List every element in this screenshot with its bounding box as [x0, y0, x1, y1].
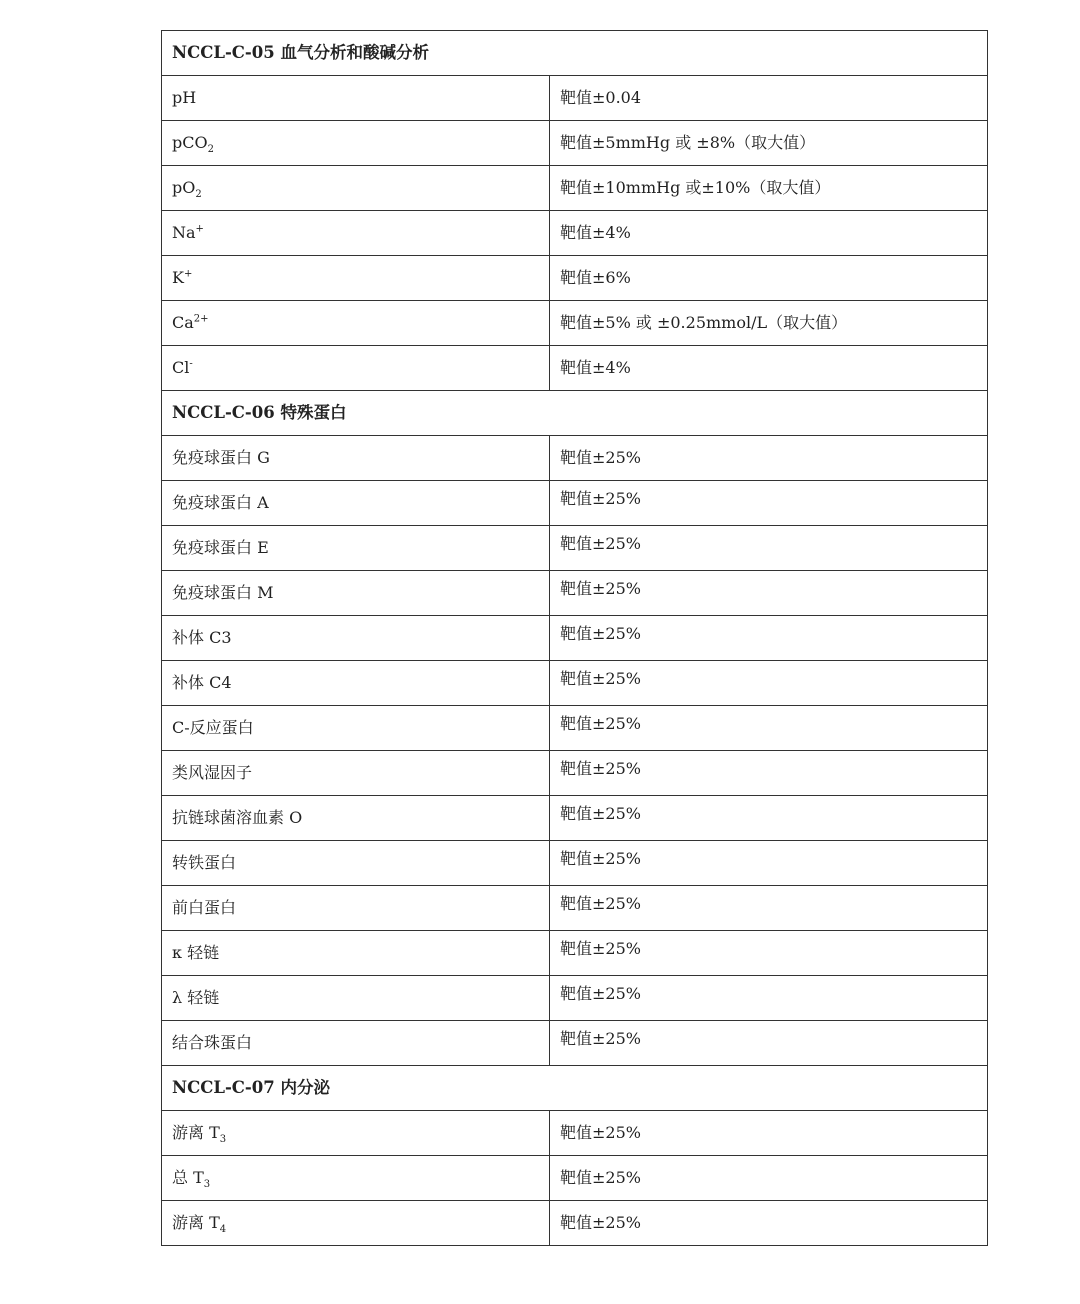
item-name: 类风湿因子	[162, 751, 550, 796]
table-row	[162, 751, 988, 796]
table-row	[162, 661, 988, 706]
section-title: NCCL-C-05 血气分析和酸碱分析	[162, 31, 988, 76]
item-criteria: 靶值±25%	[550, 526, 988, 571]
item-name: 抗链球菌溶血素 O	[162, 796, 550, 841]
item-name: 免疫球蛋白 A	[162, 481, 550, 526]
item-criteria: 靶值±25%	[550, 1111, 988, 1156]
item-name: $Ca^{2+}$	[162, 301, 550, 346]
table-row	[162, 886, 988, 931]
item-name: 免疫球蛋白 M	[162, 571, 550, 616]
table-row	[162, 256, 988, 301]
item-name: κ 轻链	[162, 931, 550, 976]
superscript: -	[189, 359, 193, 371]
table-row	[162, 796, 988, 841]
table-row	[162, 1201, 988, 1246]
item-name: 游离 $T_3$	[162, 1111, 550, 1156]
table-row	[162, 1111, 988, 1156]
section-title: NCCL-C-07 内分泌	[162, 1066, 988, 1111]
table-row	[162, 976, 988, 1021]
subscript: 2	[195, 189, 202, 201]
item-name: pCO$_2$	[162, 121, 550, 166]
table-row	[162, 436, 988, 481]
table-row	[162, 166, 988, 211]
superscript: +	[183, 269, 193, 281]
table-row	[162, 1156, 988, 1201]
item-name: 免疫球蛋白 E	[162, 526, 550, 571]
item-name: λ 轻链	[162, 976, 550, 1021]
item-name: K+	[162, 256, 550, 301]
item-criteria: 靶值±25%	[550, 886, 988, 931]
table-row	[162, 526, 988, 571]
section-header-row	[162, 391, 988, 436]
item-criteria: 靶值±25%	[550, 661, 988, 706]
subscript: 2	[207, 144, 214, 156]
table-row	[162, 706, 988, 751]
item-name: 补体 C3	[162, 616, 550, 661]
item-name: pH	[162, 76, 550, 121]
item-name: C-反应蛋白	[162, 706, 550, 751]
item-criteria: 靶值±25%	[550, 571, 988, 616]
table-row	[162, 616, 988, 661]
item-criteria: 靶值±5mmHg 或 ±8%（取大值）	[550, 121, 988, 166]
subscript: 3	[203, 1179, 211, 1191]
table-row	[162, 211, 988, 256]
item-criteria: 靶值±25%	[550, 706, 988, 751]
item-name: Cl-	[162, 346, 550, 391]
item-name: 游离 $T_4$	[162, 1201, 550, 1246]
item-criteria: 靶值±25%	[550, 436, 988, 481]
item-criteria: 靶值±25%	[550, 616, 988, 661]
table-row	[162, 931, 988, 976]
item-criteria: 靶值±25%	[550, 931, 988, 976]
item-criteria: 靶值±25%	[550, 751, 988, 796]
item-name: $pO_2$	[162, 166, 550, 211]
table-row	[162, 571, 988, 616]
table-row	[162, 346, 988, 391]
item-criteria: 靶值±4%	[550, 346, 988, 391]
subscript: 4	[219, 1224, 227, 1236]
item-criteria: 靶值±6%	[550, 256, 988, 301]
table-row	[162, 841, 988, 886]
item-criteria: 靶值±25%	[550, 1156, 988, 1201]
item-name: 总 $T_3$	[162, 1156, 550, 1201]
item-criteria: 靶值±25%	[550, 1201, 988, 1246]
section-header-row	[162, 1066, 988, 1111]
item-name: 免疫球蛋白 G	[162, 436, 550, 481]
item-name: 转铁蛋白	[162, 841, 550, 886]
item-criteria: 靶值±25%	[550, 1021, 988, 1066]
section-title: NCCL-C-06 特殊蛋白	[162, 391, 988, 436]
table-row	[162, 121, 988, 166]
superscript: +	[195, 224, 204, 236]
table-row	[162, 76, 988, 121]
item-criteria: 靶值±4%	[550, 211, 988, 256]
item-name: Na+	[162, 211, 550, 256]
item-name: 前白蛋白	[162, 886, 550, 931]
item-criteria: 靶值±25%	[550, 481, 988, 526]
table-row	[162, 481, 988, 526]
section-header-row	[162, 31, 988, 76]
item-criteria: 靶值±10mmHg 或±10%（取大值）	[550, 166, 988, 211]
item-name: 结合珠蛋白	[162, 1021, 550, 1066]
item-criteria: 靶值±25%	[550, 841, 988, 886]
item-criteria: 靶值±25%	[550, 976, 988, 1021]
table-row	[162, 301, 988, 346]
criteria-table	[161, 30, 988, 1246]
superscript: 2+	[193, 314, 209, 326]
item-criteria: 靶值±5% 或 ±0.25mmol/L（取大值）	[550, 301, 988, 346]
item-criteria: 靶值±25%	[550, 796, 988, 841]
subscript: 3	[219, 1134, 227, 1146]
item-name: 补体 C4	[162, 661, 550, 706]
item-criteria: 靶值±0.04	[550, 76, 988, 121]
table-row	[162, 1021, 988, 1066]
